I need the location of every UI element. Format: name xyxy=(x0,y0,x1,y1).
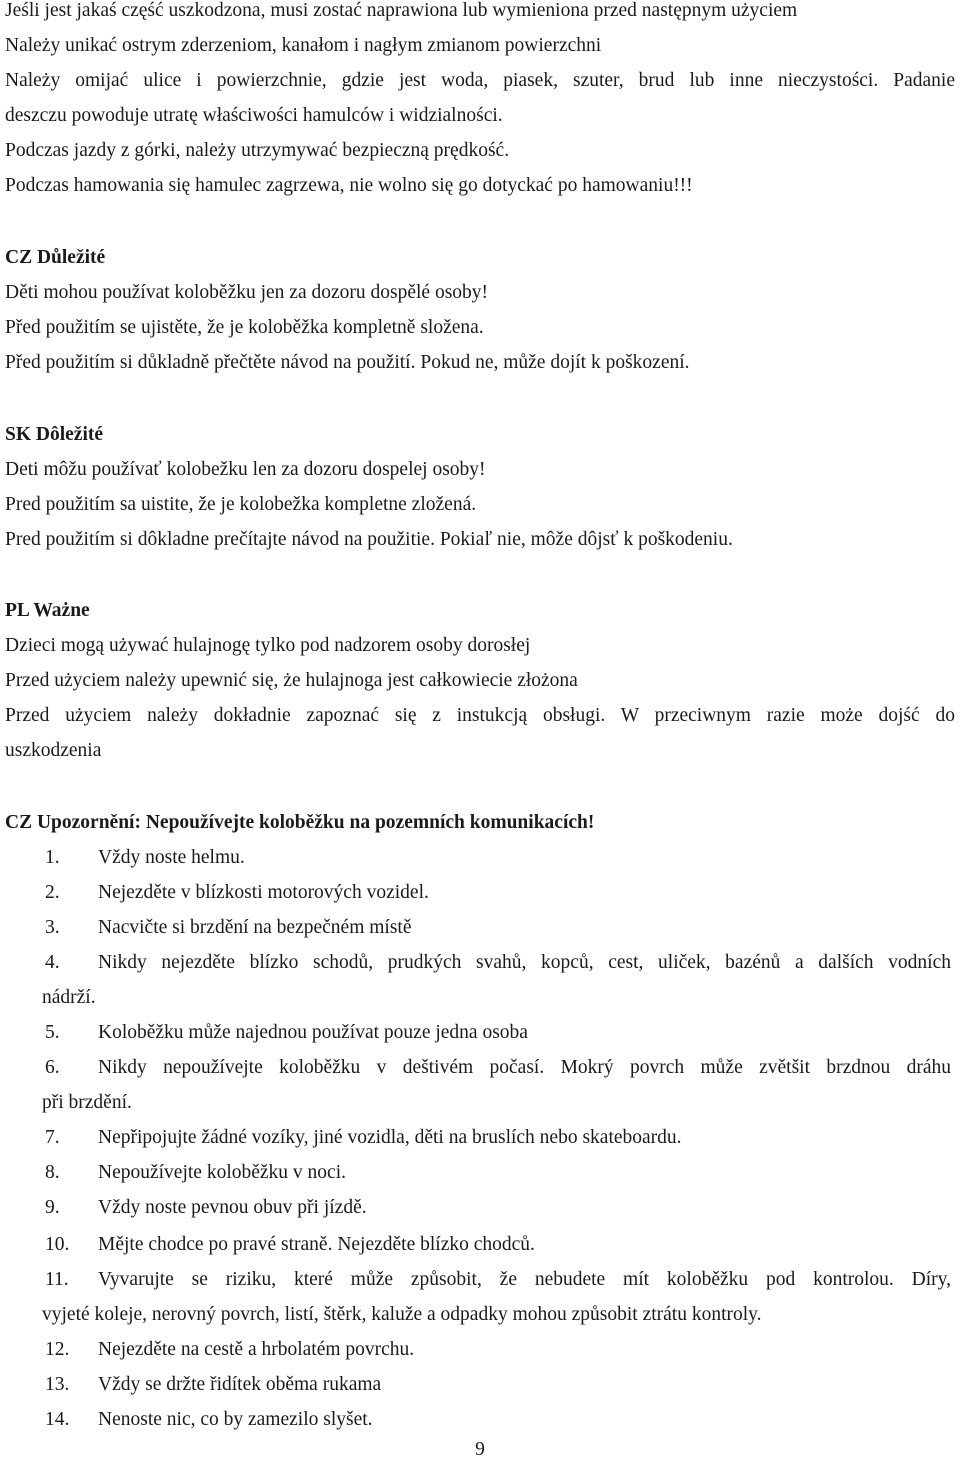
list-item-number: 6. xyxy=(45,1057,60,1078)
list-item-continuation: nádrží. xyxy=(42,987,96,1008)
cz-important-line-1: Děti mohou používat koloběžku jen za dozoru dospělé osoby! xyxy=(5,282,489,303)
list-item-text: Nenoste nic, co by zamezilo slyšet. xyxy=(98,1409,373,1430)
page-number: 9 xyxy=(475,1439,485,1460)
list-item-number: 3. xyxy=(45,917,60,938)
list-item-continuation: vyjeté koleje, nerovný povrch, listí, štěrk, kaluže a odpadky mohou způsobit ztrátu kontroly. xyxy=(42,1304,762,1325)
pl-intro-line-5: Podczas jazdy z górki, należy utrzymywać bezpieczną prędkość. xyxy=(5,140,510,161)
sk-important-line-1: Deti môžu používať kolobežku len za dozoru dospelej osoby! xyxy=(5,459,486,480)
pl-important-line-2: Przed użyciem należy upewnić się, że hulajnoga jest całkowiecie złożona xyxy=(5,670,578,691)
list-item-number: 7. xyxy=(45,1127,60,1148)
cz-warning-heading: CZ Upozornění: Nepoužívejte koloběžku na pozemních komunikacích! xyxy=(5,812,595,833)
list-item-text: Vyvarujte se riziku, které může způsobit, že nebudete mít koloběžku pod kontrolou. Díry, xyxy=(98,1269,951,1290)
cz-important-line-2: Před použitím se ujistěte, že je koloběžka kompletně složena. xyxy=(5,317,484,338)
list-item-text: Mějte chodce po pravé straně. Nejezděte blízko chodců. xyxy=(98,1234,535,1255)
cz-important-heading: CZ Důležité xyxy=(5,247,106,268)
list-item-number: 8. xyxy=(45,1162,60,1183)
list-item-text: Koloběžku může najednou používat pouze jedna osoba xyxy=(98,1022,528,1043)
list-item-text: Vždy noste helmu. xyxy=(98,847,245,868)
list-item-text: Nikdy nejezděte blízko schodů, prudkých svahů, kopců, cest, uliček, bazénů a dalších vodních xyxy=(98,952,951,973)
list-item-continuation: při brzdění. xyxy=(42,1092,132,1113)
list-item-text: Nejezděte v blízkosti motorových vozidel. xyxy=(98,882,429,903)
list-item-text: Vždy se držte řidítek oběma rukama xyxy=(98,1374,382,1395)
list-item-number: 4. xyxy=(45,952,60,973)
list-item-text: Vždy noste pevnou obuv při jízdě. xyxy=(98,1197,367,1218)
list-item-number: 1. xyxy=(45,847,60,868)
pl-important-line-3b: uszkodzenia xyxy=(5,740,102,761)
list-item-number: 10. xyxy=(45,1234,70,1255)
pl-important-heading: PL Ważne xyxy=(5,600,90,621)
list-item-text: Nacvičte si brzdění na bezpečném místě xyxy=(98,917,412,938)
list-item-number: 9. xyxy=(45,1197,60,1218)
list-item-number: 12. xyxy=(45,1339,70,1360)
pl-intro-line-6: Podczas hamowania się hamulec zagrzewa, nie wolno się go dotyckać po hamowaniu!!! xyxy=(5,175,693,196)
cz-important-line-3: Před použitím si důkladně přečtěte návod na použití. Pokud ne, může dojít k poškození. xyxy=(5,352,690,373)
sk-important-line-3: Pred použitím si dôkladne prečítajte návod na použitie. Pokiaľ nie, môže dôjsť k poškodeniu. xyxy=(5,529,733,550)
list-item-text: Nepoužívejte koloběžku v noci. xyxy=(98,1162,347,1183)
pl-intro-line-2: Należy unikać ostrym zderzeniom, kanałom i nagłym zmianom powierzchni xyxy=(5,35,602,56)
sk-important-line-2: Pred použitím sa uistite, že je kolobežka kompletne zložená. xyxy=(5,494,477,515)
list-item-number: 14. xyxy=(45,1409,70,1430)
list-item-number: 2. xyxy=(45,882,60,903)
list-item-text: Nepřipojujte žádné vozíky, jiné vozidla, děti na bruslích nebo skateboardu. xyxy=(98,1127,682,1148)
list-item-number: 13. xyxy=(45,1374,70,1395)
list-item-number: 5. xyxy=(45,1022,60,1043)
pl-intro-line-3: Należy omijać ulice i powierzchnie, gdzie jest woda, piasek, szuter, brud lub inne nieczystości. Padanie xyxy=(5,70,955,91)
sk-important-heading: SK Dôležité xyxy=(5,424,104,445)
pl-important-line-3a: Przed użyciem należy dokładnie zapoznać się z instukcją obsługi. W przeciwnym razie może dojść do xyxy=(5,705,955,726)
list-item-number: 11. xyxy=(45,1269,69,1290)
pl-intro-line-4: deszczu powoduje utratę właściwości hamulców i widzialności. xyxy=(5,105,503,126)
list-item-text: Nejezděte na cestě a hrbolatém povrchu. xyxy=(98,1339,415,1360)
pl-important-line-1: Dzieci mogą używać hulajnogę tylko pod nadzorem osoby dorosłej xyxy=(5,635,531,656)
pl-intro-line-1: Jeśli jest jakaś część uszkodzona, musi zostać naprawiona lub wymieniona przed następnym użyciem xyxy=(5,0,798,21)
list-item-text: Nikdy nepoužívejte koloběžku v deštivém počasí. Mokrý povrch může zvětšit brzdnou dráhu xyxy=(98,1057,951,1078)
